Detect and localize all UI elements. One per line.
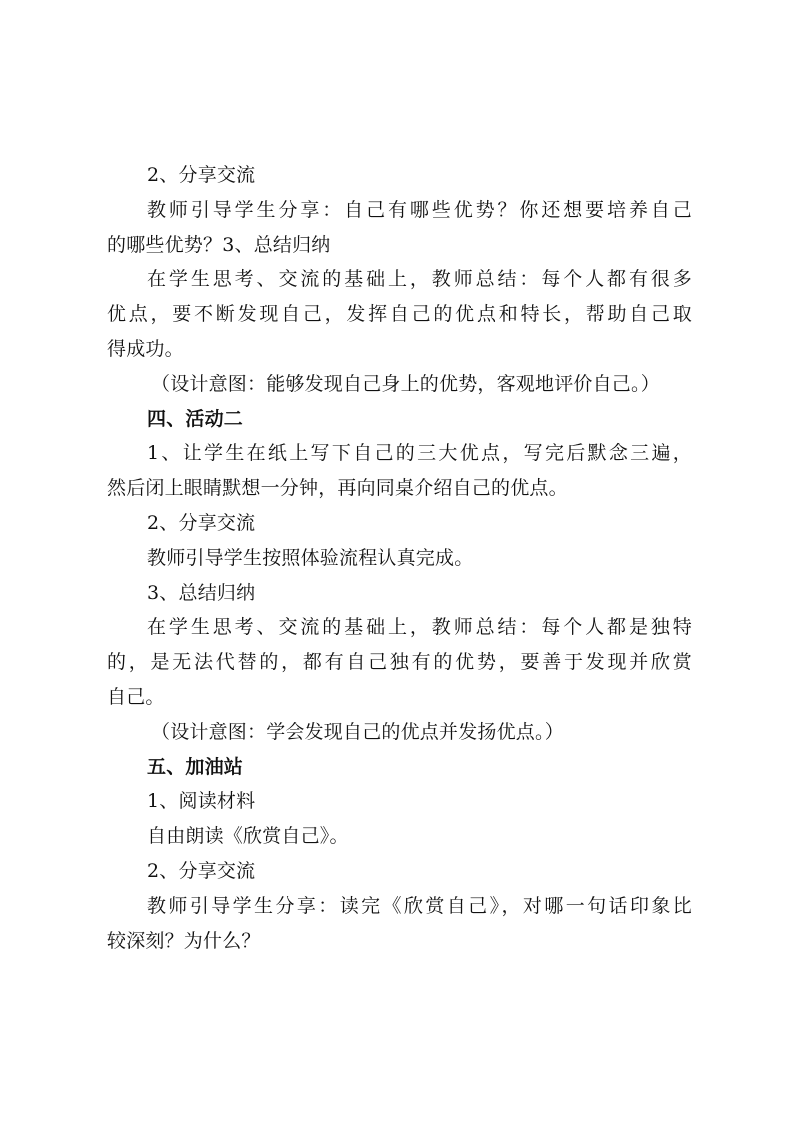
paragraph-line: 教师引导学生按照体验流程认真完成。 bbox=[147, 546, 474, 569]
paragraph-line: 教师引导学生分享：自己有哪些优势？你还想要培养自己 bbox=[147, 198, 692, 221]
section-heading: 四、活动二 bbox=[147, 407, 244, 430]
paragraph-line: 的哪些优势？3、总结归纳 bbox=[107, 233, 331, 256]
paragraph-line: 1、阅读材料 bbox=[147, 790, 256, 813]
paragraph-line: 3、总结归纳 bbox=[147, 581, 256, 604]
paragraph-line: 较深刻？为什么？ bbox=[107, 929, 261, 952]
paragraph-line: 教师引导学生分享：读完《欣赏自己》，对哪一句话印象比 bbox=[147, 894, 692, 917]
paragraph-line: 在学生思考、交流的基础上，教师总结：每个人都有很多 bbox=[147, 268, 692, 291]
paragraph-line: 然后闭上眼睛默想一分钟，再向同桌介绍自己的优点。 bbox=[107, 477, 568, 500]
paragraph-line: 的，是无法代替的，都有自己独有的优势，要善于发现并欣赏 bbox=[107, 651, 692, 674]
paragraph-line: 1、让学生在纸上写下自己的三大优点，写完后默念三遍， bbox=[147, 442, 692, 465]
paragraph-line: 得成功。 bbox=[107, 337, 184, 360]
paragraph-line: 自由朗读《欣赏自己》。 bbox=[147, 825, 349, 848]
paragraph-line: 2、分享交流 bbox=[147, 511, 256, 534]
section-heading: 五、加油站 bbox=[147, 755, 244, 778]
design-intent-note: （设计意图：学会发现自己的优点并发扬优点。） bbox=[151, 720, 564, 743]
paragraph-line: 优点，要不断发现自己，发挥自己的优点和特长，帮助自己取 bbox=[107, 303, 692, 326]
paragraph-line: 自己。 bbox=[107, 685, 165, 708]
design-intent-note: （设计意图：能够发现自己身上的优势，客观地评价自己。） bbox=[151, 372, 660, 395]
document-body bbox=[107, 158, 692, 958]
paragraph-line: 在学生思考、交流的基础上，教师总结：每个人都是独特 bbox=[147, 616, 692, 639]
paragraph-line: 2、分享交流 bbox=[147, 859, 256, 882]
paragraph-line: 2、分享交流 bbox=[147, 164, 256, 186]
